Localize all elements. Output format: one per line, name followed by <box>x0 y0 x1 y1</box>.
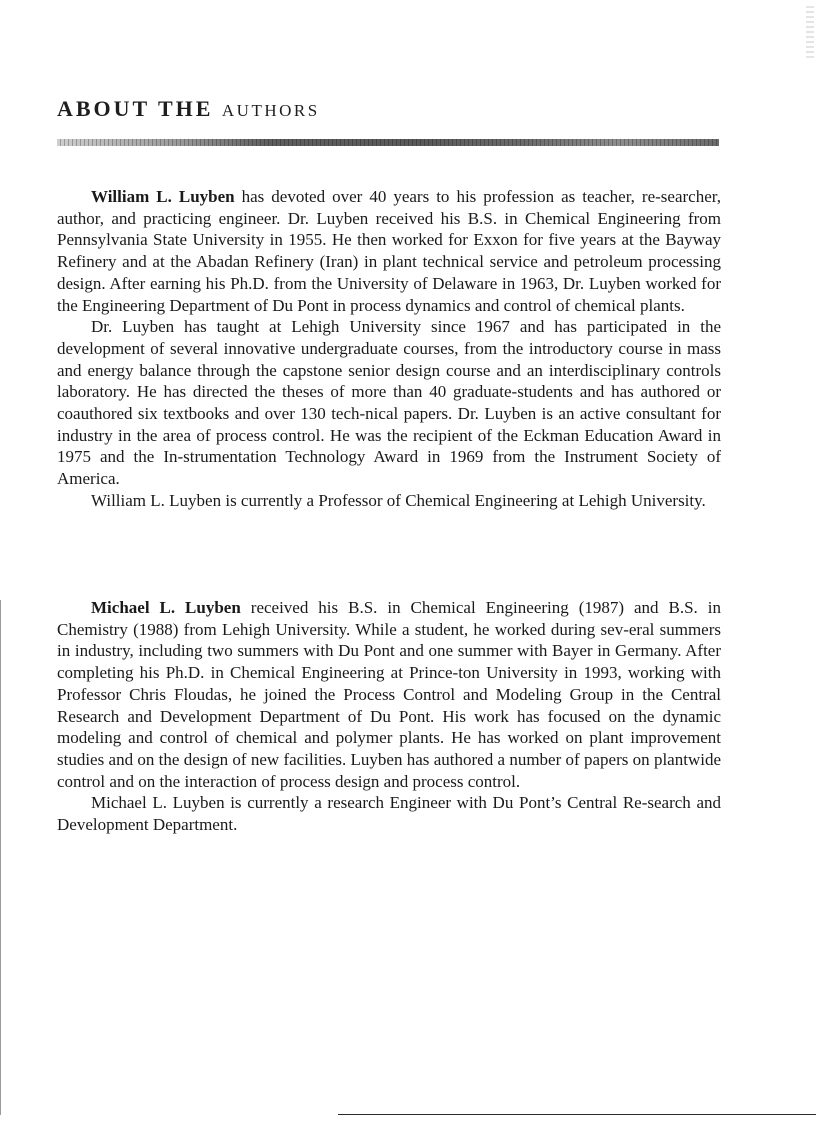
paragraph: Dr. Luyben has taught at Lehigh University since 1967 and has participated in the development of several innovative undergraduate courses, from the introductory course in mass and energy balance through the capstone senior design course and an interdisciplinary controls laboratory. He has directed the theses of more than 40 graduate-students and has authored or coauthored six textbooks and over 130 tech-nical papers. Dr. Luyben is an active consultant for industry in the area of process control. He was the recipient of the Eckman Education Award in 1975 and the In-strumentation Technology Award in 1969 from the Instrument Society of America. <box>57 317 721 489</box>
bio-michael-luyben <box>57 597 721 836</box>
heading-rule <box>57 139 719 146</box>
paragraph: William L. Luyben is currently a Professor of Chemical Engineering at Lehigh University. <box>91 490 706 510</box>
author-name: Michael L. Luyben <box>91 598 241 617</box>
paragraph: Michael L. Luyben is currently a research Engineer with Du Pont’s Central Re-search and Development Department. <box>57 793 721 835</box>
page-title <box>57 96 320 122</box>
scan-artifact <box>806 6 814 58</box>
page-edge-line <box>0 600 1 1115</box>
paragraph <box>57 597 721 792</box>
title-about-the: ABOUT THE <box>57 96 214 121</box>
paragraph-text: received his B.S. in Chemical Engineering (1987) and B.S. in Chemistry (1988) from Lehigh University. While a student, he worked during sev-eral summers in industry, including two summers with Du Pont and one summer with Bayer in Germany. After completing his Ph.D. in Chemical Engineering at Prince-ton University in 1993, working with Professor Chris Floudas, he joined the Process Control and Modeling Group in the Central Research and Development Department of Du Pont. His work has focused on the dynamic modeling and control of chemical and polymer plants. He has worked on plant improvement studies and on the design of new facilities. Luyben has authored a number of papers on plantwide control and on the interaction of process design and process control. <box>57 598 721 791</box>
title-authors: AUTHORS <box>221 101 320 120</box>
author-name: William L. Luyben <box>91 187 235 206</box>
paragraph <box>57 186 721 316</box>
paragraph-text: has devoted over 40 years to his profession as teacher, re-searcher, author, and practicing engineer. Dr. Luyben received his B.S. in Chemical Engineering from Pennsylvania State University in 1955. He then worked for Exxon for five years at the Bayway Refinery and at the Abadan Refinery (Iran) in plant technical service and petroleum processing design. After earning his Ph.D. from the University of Delaware in 1963, Dr. Luyben worked for the Engineering Department of Du Pont in process dynamics and control of chemical plants. <box>57 187 721 315</box>
footer-rule <box>338 1114 816 1115</box>
bio-william-luyben <box>57 186 721 512</box>
